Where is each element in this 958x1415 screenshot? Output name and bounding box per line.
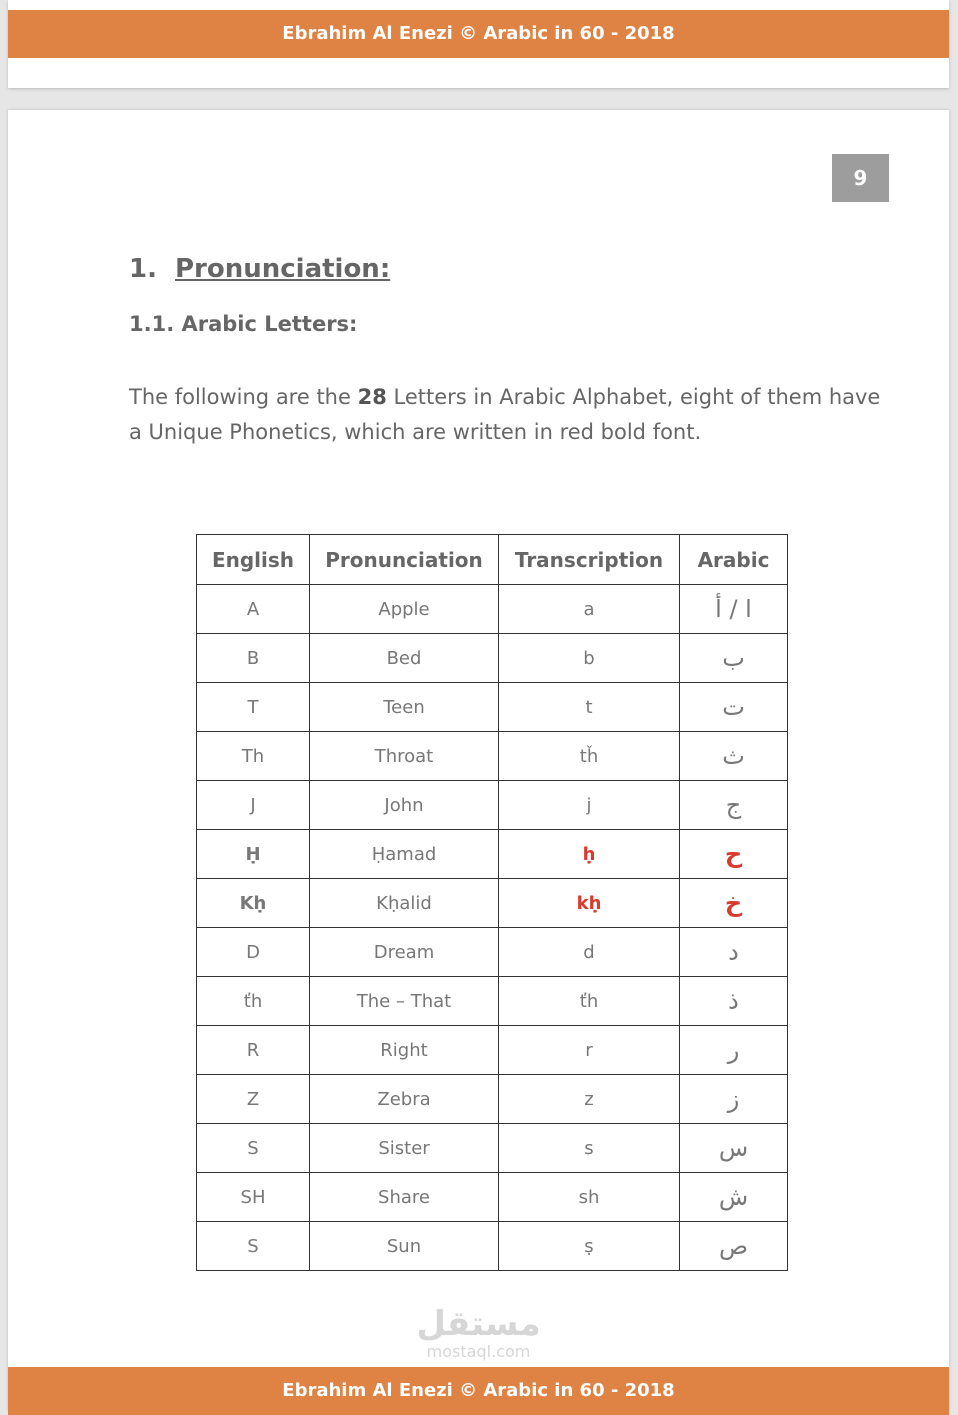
transcription-cell: ťh bbox=[499, 977, 680, 1026]
col-header-english: English bbox=[197, 535, 310, 585]
english-cell: J bbox=[197, 781, 310, 830]
english-cell: S bbox=[197, 1222, 310, 1271]
pronunciation-cell: Dream bbox=[310, 928, 499, 977]
pronunciation-cell: Sister bbox=[310, 1124, 499, 1173]
transcription-cell: d bbox=[499, 928, 680, 977]
pronunciation-cell: Right bbox=[310, 1026, 499, 1075]
table-row bbox=[197, 1222, 788, 1271]
pronunciation-cell: Apple bbox=[310, 585, 499, 634]
english-cell: B bbox=[197, 634, 310, 683]
para-text: Letters in Arabic Alphabet, eight of them have a Unique Phonetics, which are written in red bold font. bbox=[129, 385, 881, 444]
english-cell: R bbox=[197, 1026, 310, 1075]
document-page bbox=[8, 110, 949, 1410]
watermark bbox=[8, 1306, 949, 1361]
arabic-letters-table bbox=[196, 534, 788, 1271]
english-cell: SH bbox=[197, 1173, 310, 1222]
table-row bbox=[197, 830, 788, 879]
transcription-cell: s bbox=[499, 1124, 680, 1173]
transcription-cell: ṣ bbox=[499, 1222, 680, 1271]
english-cell: Th bbox=[197, 732, 310, 781]
pronunciation-cell: John bbox=[310, 781, 499, 830]
transcription-cell: t bbox=[499, 683, 680, 732]
arabic-cell: ث bbox=[680, 732, 788, 781]
english-cell: Ḥ bbox=[197, 830, 310, 879]
english-cell: A bbox=[197, 585, 310, 634]
table-row bbox=[197, 879, 788, 928]
table-row bbox=[197, 781, 788, 830]
arabic-cell: ج bbox=[680, 781, 788, 830]
table-row bbox=[197, 1173, 788, 1222]
pronunciation-cell: Teen bbox=[310, 683, 499, 732]
table-row bbox=[197, 977, 788, 1026]
previous-page bbox=[8, 0, 949, 88]
arabic-cell: ا / أ bbox=[680, 585, 788, 634]
col-header-pronunciation: Pronunciation bbox=[310, 535, 499, 585]
pronunciation-cell: Ḥamad bbox=[310, 830, 499, 879]
table-row bbox=[197, 585, 788, 634]
para-text: The following are the bbox=[129, 385, 358, 409]
arabic-cell: ص bbox=[680, 1222, 788, 1271]
watermark-logo: مستقل bbox=[416, 1304, 541, 1344]
arabic-cell: د bbox=[680, 928, 788, 977]
pronunciation-cell: Kḥalid bbox=[310, 879, 499, 928]
pronunciation-cell: Throat bbox=[310, 732, 499, 781]
intro-paragraph bbox=[129, 380, 889, 450]
col-header-arabic: Arabic bbox=[680, 535, 788, 585]
arabic-cell: ش bbox=[680, 1173, 788, 1222]
table-row bbox=[197, 1075, 788, 1124]
arabic-cell: خ bbox=[680, 879, 788, 928]
page-header-bar: Ebrahim Al Enezi © Arabic in 60 - 2018 bbox=[8, 10, 949, 58]
pronunciation-cell: Share bbox=[310, 1173, 499, 1222]
arabic-cell: ح bbox=[680, 830, 788, 879]
transcription-cell: kḥ bbox=[499, 879, 680, 928]
arabic-cell: ب bbox=[680, 634, 788, 683]
pronunciation-cell: The – That bbox=[310, 977, 499, 1026]
table-row bbox=[197, 683, 788, 732]
transcription-cell: b bbox=[499, 634, 680, 683]
english-cell: ťh bbox=[197, 977, 310, 1026]
table-row bbox=[197, 928, 788, 977]
pronunciation-cell: Bed bbox=[310, 634, 499, 683]
arabic-cell: س bbox=[680, 1124, 788, 1173]
english-cell: T bbox=[197, 683, 310, 732]
arabic-cell: ت bbox=[680, 683, 788, 732]
arabic-cell: ز bbox=[680, 1075, 788, 1124]
arabic-cell: ذ bbox=[680, 977, 788, 1026]
section-title: Pronunciation: bbox=[174, 254, 391, 284]
table-row bbox=[197, 1026, 788, 1075]
table-row bbox=[197, 1124, 788, 1173]
english-cell: S bbox=[197, 1124, 310, 1173]
english-cell: Kḥ bbox=[197, 879, 310, 928]
subsection-heading: 1.1. Arabic Letters: bbox=[129, 312, 358, 336]
page-number: 9 bbox=[832, 154, 889, 202]
col-header-transcription: Transcription bbox=[499, 535, 680, 585]
para-bold: 28 bbox=[357, 385, 387, 409]
english-cell: D bbox=[197, 928, 310, 977]
transcription-cell: sh bbox=[499, 1173, 680, 1222]
section-heading bbox=[129, 254, 390, 284]
pronunciation-cell: Zebra bbox=[310, 1075, 499, 1124]
transcription-cell: j bbox=[499, 781, 680, 830]
transcription-cell: ḥ bbox=[499, 830, 680, 879]
table-row bbox=[197, 732, 788, 781]
transcription-cell: tȟ bbox=[499, 732, 680, 781]
english-cell: Z bbox=[197, 1075, 310, 1124]
watermark-site: mostaql.com bbox=[426, 1342, 531, 1361]
pronunciation-cell: Sun bbox=[310, 1222, 499, 1271]
transcription-cell: r bbox=[499, 1026, 680, 1075]
transcription-cell: z bbox=[499, 1075, 680, 1124]
arabic-cell: ر bbox=[680, 1026, 788, 1075]
section-number: 1. bbox=[129, 254, 157, 284]
table-row bbox=[197, 634, 788, 683]
transcription-cell: a bbox=[499, 585, 680, 634]
page-footer-bar: Ebrahim Al Enezi © Arabic in 60 - 2018 bbox=[8, 1367, 949, 1415]
